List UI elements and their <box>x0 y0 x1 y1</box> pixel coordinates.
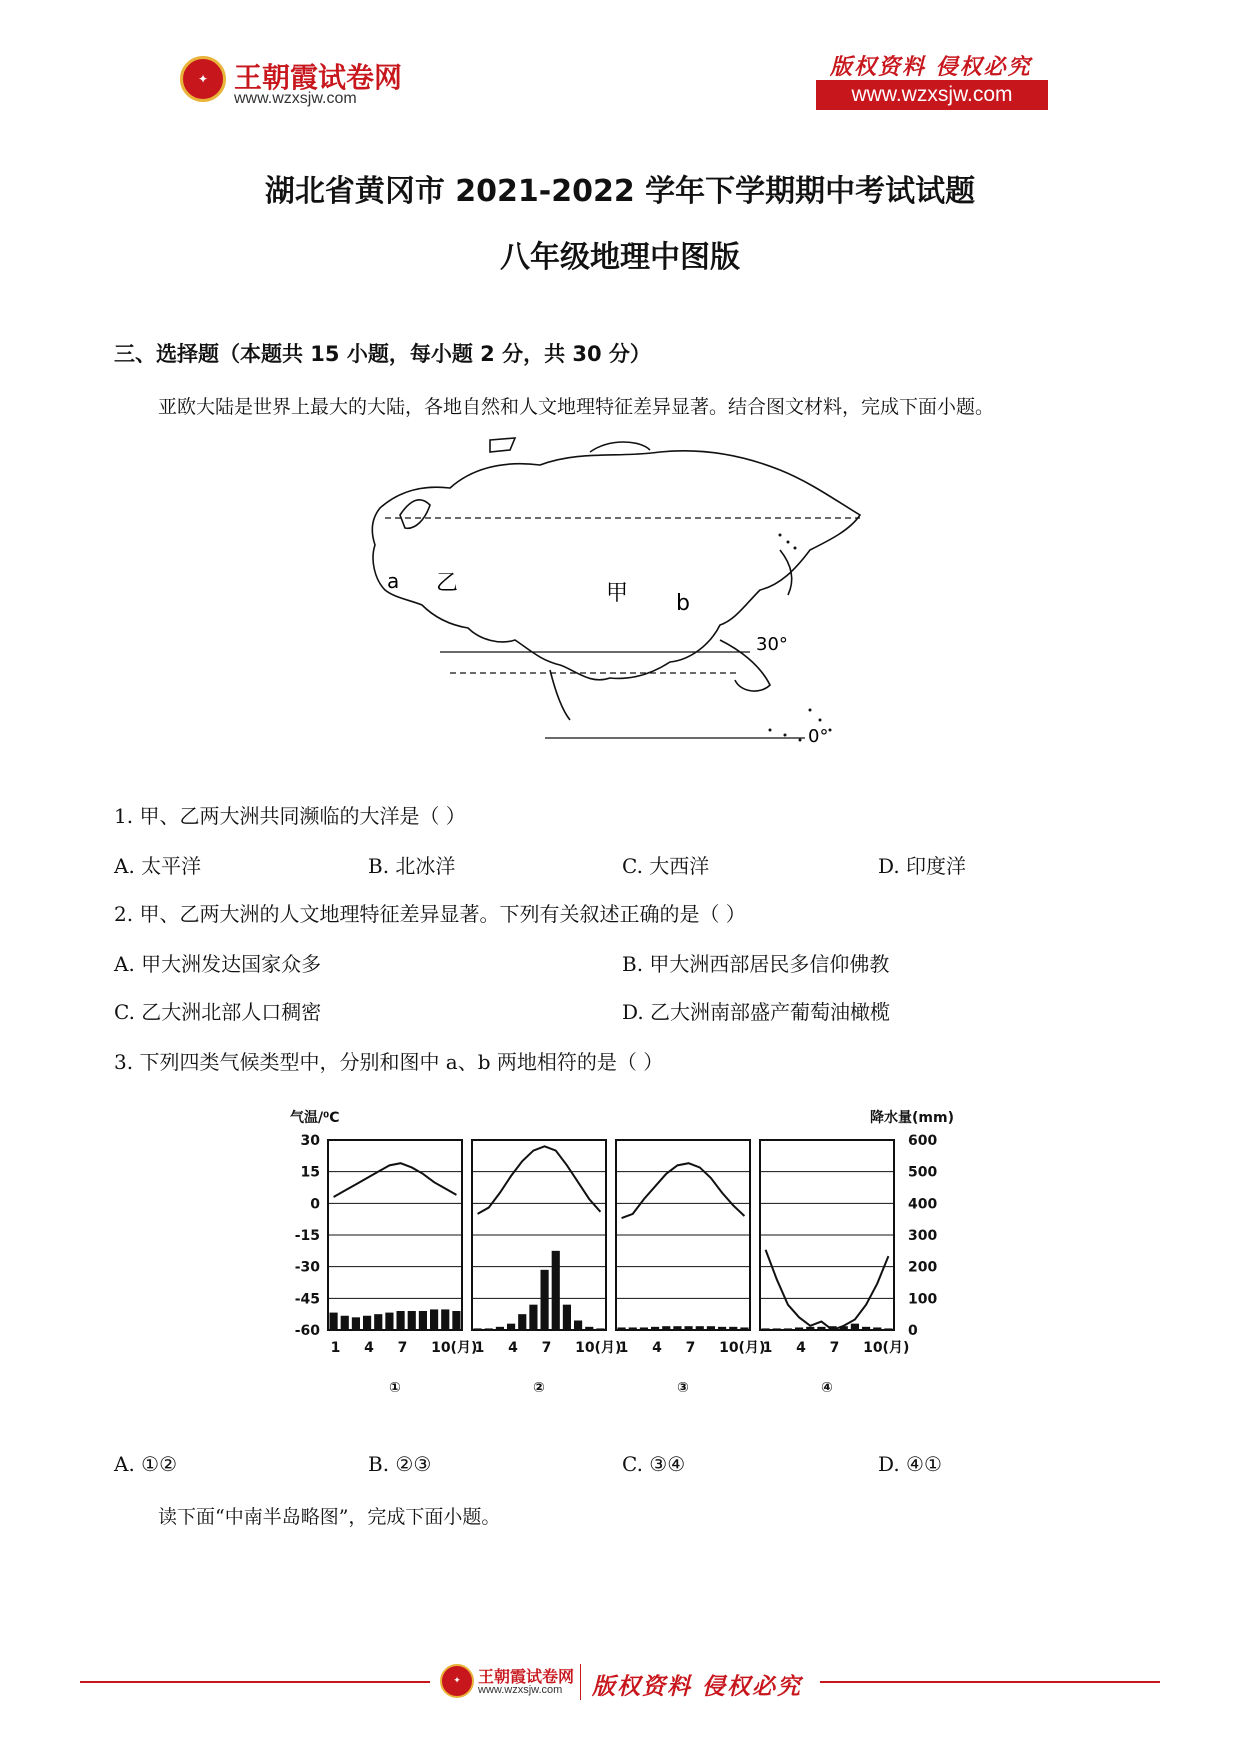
chart-ylabel-right: 降水量(mm) <box>870 1110 954 1126</box>
map-label-0: 0° <box>808 726 829 747</box>
left-tick-label: 30 <box>300 1133 320 1149</box>
footer-brand-url[interactable]: www.wzxsjw.com <box>478 1684 563 1696</box>
precip-bar <box>585 1327 593 1330</box>
climate-charts <box>280 1100 980 1420</box>
left-tick-label: 0 <box>310 1196 320 1213</box>
panel-label: ④ <box>821 1380 833 1396</box>
left-tick-label: -60 <box>294 1323 320 1339</box>
precip-bar <box>408 1311 416 1330</box>
right-tick-label: 600 <box>908 1133 938 1149</box>
chart-ylabel-left: 气温/⁰C <box>290 1110 340 1126</box>
precip-bar <box>651 1327 659 1330</box>
q3-stem: 3. 下列四类气候类型中，分别和图中 a、b 两地相符的是（ ） <box>114 1050 664 1074</box>
precip-bar <box>397 1311 405 1330</box>
precip-bar <box>696 1326 704 1330</box>
section-heading: 三、选择题（本题共 15 小题，每小题 2 分，共 30 分） <box>114 342 651 366</box>
precip-bar <box>685 1326 693 1330</box>
eurasia-map <box>340 430 900 775</box>
precip-bar <box>385 1313 393 1330</box>
left-tick-label: -45 <box>294 1291 320 1308</box>
x-tick-label: 10(月) <box>575 1340 622 1356</box>
precip-bar <box>430 1309 438 1330</box>
q3-option-d[interactable]: D. ④① <box>878 1452 942 1476</box>
precip-bar <box>552 1251 560 1330</box>
x-tick-label: 1 <box>618 1340 629 1356</box>
climate-panel-4 <box>760 1140 909 1396</box>
q1-option-c[interactable]: C. 大西洋 <box>622 854 710 878</box>
copyright-url: www.wzxsjw.com <box>851 83 1013 106</box>
x-tick-label: 1 <box>762 1340 773 1356</box>
q2-option-b[interactable]: B. 甲大洲西部居民多信仰佛教 <box>622 952 890 976</box>
brand-name: 王朝霞试卷网 <box>234 61 403 94</box>
x-tick-label: 10(月) <box>863 1340 910 1356</box>
precip-bar <box>485 1328 493 1330</box>
footer-rule-right <box>820 1681 1160 1683</box>
precip-bar <box>363 1316 371 1330</box>
map-label-jia: 甲 <box>606 581 629 606</box>
precip-bar <box>718 1327 726 1330</box>
q1-option-d[interactable]: D. 印度洋 <box>878 854 967 878</box>
section-intro: 亚欧大陆是世界上最大的大陆，各地自然和人文地理特征差异显著。结合图文材料，完成下面小题。 <box>158 396 995 418</box>
precip-bar <box>529 1305 537 1330</box>
panel-label: ③ <box>677 1380 689 1396</box>
precip-bar <box>563 1305 571 1330</box>
map-label-a: a <box>387 569 400 593</box>
precip-bar <box>806 1327 814 1330</box>
copyright-notice: 版权资料 侵权必究 <box>830 54 1032 80</box>
precip-bar <box>762 1328 770 1330</box>
precip-bar <box>662 1326 670 1330</box>
map-label-b: b <box>676 591 690 616</box>
precip-bar <box>773 1328 781 1330</box>
q2-option-c[interactable]: C. 乙大洲北部人口稠密 <box>114 1000 322 1024</box>
climate-panel-1 <box>328 1140 477 1396</box>
page-title: 湖北省黄冈市 2021-2022 学年下学期期中考试试题 <box>264 174 976 209</box>
x-tick-label: 4 <box>796 1340 806 1356</box>
q2-option-a[interactable]: A. 甲大洲发达国家众多 <box>114 952 322 976</box>
precip-bar <box>352 1317 360 1330</box>
copyright-url-bar[interactable] <box>816 80 1048 110</box>
left-tick-label: 15 <box>300 1164 320 1181</box>
right-tick-label: 200 <box>908 1259 938 1276</box>
x-tick-label: 4 <box>652 1340 662 1356</box>
precip-bar <box>862 1327 870 1330</box>
page-subtitle: 八年级地理中图版 <box>500 240 740 275</box>
footer-logo: ✦ <box>440 1664 474 1698</box>
x-tick-label: 4 <box>364 1340 374 1356</box>
map-label-yi: 乙 <box>436 571 459 596</box>
precip-bar <box>518 1314 526 1330</box>
panel-label: ① <box>389 1380 401 1396</box>
climate-panel-2 <box>472 1140 621 1396</box>
precip-bar <box>784 1328 792 1330</box>
precip-bar <box>629 1327 637 1330</box>
precip-bar <box>795 1327 803 1330</box>
precip-bar <box>330 1313 338 1330</box>
right-tick-label: 300 <box>908 1228 938 1244</box>
precip-bar <box>341 1316 349 1330</box>
x-tick-label: 10(月) <box>719 1340 766 1356</box>
precip-bar <box>507 1324 515 1330</box>
precip-bar <box>884 1328 892 1330</box>
precip-bar <box>673 1326 681 1330</box>
precip-bar <box>474 1328 482 1330</box>
q2-option-d[interactable]: D. 乙大洲南部盛产葡萄油橄榄 <box>622 1000 891 1024</box>
temp-line <box>334 1163 457 1197</box>
left-tick-label: -15 <box>294 1228 320 1244</box>
footer-copyright: 版权资料 侵权必究 <box>592 1673 803 1700</box>
x-tick-label: 7 <box>829 1340 840 1356</box>
map-label-30: 30° <box>756 634 788 655</box>
precip-bar <box>452 1311 460 1330</box>
q1-option-b[interactable]: B. 北冰洋 <box>368 854 456 878</box>
climate-panel-3 <box>616 1140 765 1396</box>
footer-brand-name: 王朝霞试卷网 <box>478 1667 575 1686</box>
right-tick-label: 400 <box>908 1196 938 1213</box>
x-tick-label: 1 <box>474 1340 485 1356</box>
precip-bar <box>541 1270 549 1330</box>
x-tick-label: 7 <box>397 1340 408 1356</box>
precip-bar <box>441 1309 449 1330</box>
precip-bar <box>817 1327 825 1330</box>
precip-bar <box>740 1327 748 1330</box>
q1-option-a[interactable]: A. 太平洋 <box>114 854 202 878</box>
precip-bar <box>596 1328 604 1330</box>
footer-divider <box>580 1664 581 1700</box>
right-tick-label: 100 <box>908 1291 938 1308</box>
precip-bar <box>851 1324 859 1330</box>
precip-bar <box>374 1314 382 1330</box>
brand-url[interactable]: www.wzxsjw.com <box>234 90 357 107</box>
q3-option-b[interactable]: B. ②③ <box>368 1452 432 1476</box>
x-tick-label: 10(月) <box>431 1340 478 1356</box>
right-tick-label: 500 <box>908 1164 938 1181</box>
precip-bar <box>729 1327 737 1330</box>
x-tick-label: 1 <box>330 1340 341 1356</box>
x-tick-label: 7 <box>685 1340 696 1356</box>
right-tick-label: 0 <box>908 1323 918 1339</box>
brand-logo: ✦ <box>180 56 226 102</box>
precip-bar <box>873 1327 881 1330</box>
precip-bar <box>707 1326 715 1330</box>
precip-bar <box>419 1311 427 1330</box>
left-tick-label: -30 <box>294 1259 320 1276</box>
q3-option-a[interactable]: A. ①② <box>114 1452 178 1476</box>
q2-stem: 2. 甲、乙两大洲的人文地理特征差异显著。下列有关叙述正确的是（ ） <box>114 902 746 926</box>
q3-option-c[interactable]: C. ③④ <box>622 1452 686 1476</box>
q1-stem: 1. 甲、乙两大洲共同濒临的大洋是（ ） <box>114 804 466 828</box>
next-intro: 读下面“中南半岛略图”，完成下面小题。 <box>158 1506 501 1528</box>
precip-bar <box>618 1327 626 1330</box>
panel-label: ② <box>533 1380 545 1396</box>
temp-line <box>766 1250 889 1330</box>
footer-rule-left <box>80 1681 430 1683</box>
precip-bar <box>496 1327 504 1330</box>
x-tick-label: 4 <box>508 1340 518 1356</box>
x-tick-label: 7 <box>541 1340 552 1356</box>
precip-bar <box>574 1321 582 1331</box>
precip-bar <box>640 1327 648 1330</box>
